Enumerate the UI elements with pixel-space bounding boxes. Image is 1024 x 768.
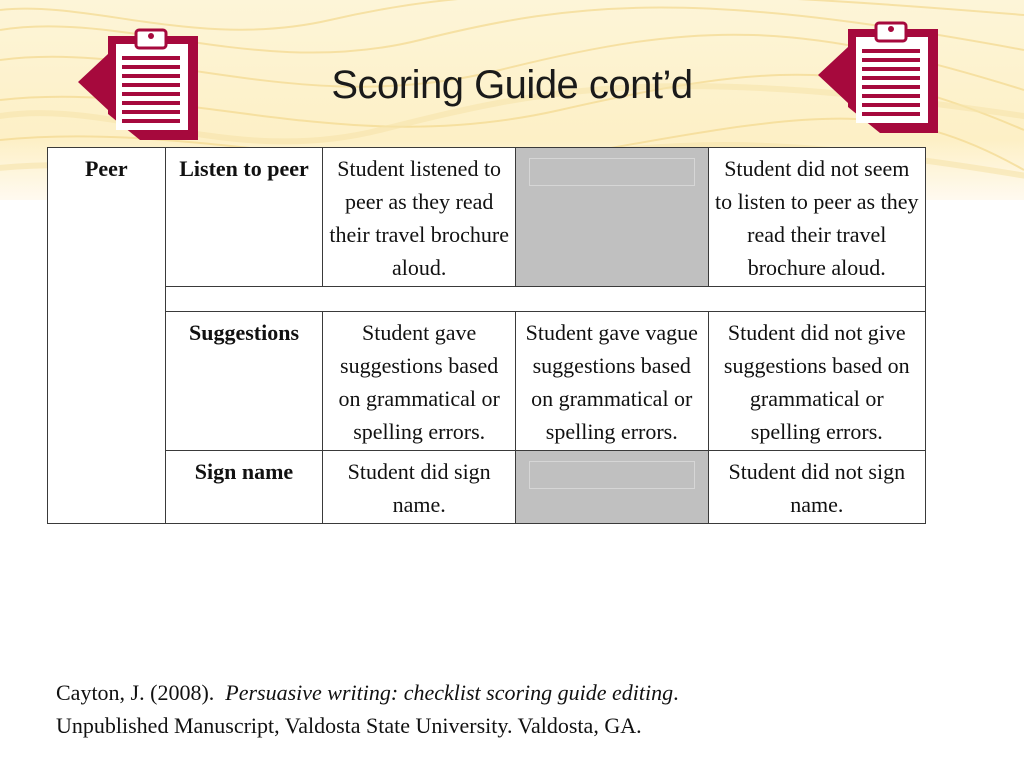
criterion-cell: Suggestions (165, 312, 323, 451)
scoring-guide-table (47, 147, 926, 524)
table-row (48, 312, 926, 451)
spacer-cell (165, 287, 925, 312)
level-1-cell: Student did sign name. (323, 451, 516, 524)
citation-work-title: Persuasive writing: checklist scoring guide editing (225, 680, 674, 705)
citation: Cayton, J. (2008). Persuasive writing: checklist scoring guide editing. Unpublished Manuscript, Valdosta State University. Valdosta, GA. (56, 680, 679, 738)
level-2-cell: Student gave vague suggestions based on grammatical or spelling errors. (515, 312, 708, 451)
criterion-cell: Listen to peer (165, 148, 323, 287)
section-label: Peer (48, 148, 166, 524)
shaded-empty-cell (515, 451, 708, 524)
table-row (48, 148, 926, 287)
slide-title: Scoring Guide cont’d (331, 63, 693, 107)
level-3-cell: Student did not seem to listen to peer as they read their travel brochure aloud. (708, 148, 925, 287)
citation-details: Unpublished Manuscript, Valdosta State University. Valdosta, GA. (56, 713, 642, 738)
level-1-cell: Student listened to peer as they read their travel brochure aloud. (323, 148, 516, 287)
shaded-empty-cell (515, 148, 708, 287)
level-3-cell: Student did not give suggestions based on grammatical or spelling errors. (708, 312, 925, 451)
spacer-row (48, 287, 926, 312)
level-1-cell: Student gave suggestions based on grammatical or spelling errors. (323, 312, 516, 451)
criterion-cell: Sign name (165, 451, 323, 524)
citation-author-year: Cayton, J. (2008). (56, 680, 215, 705)
table-row (48, 451, 926, 524)
level-3-cell: Student did not sign name. (708, 451, 925, 524)
